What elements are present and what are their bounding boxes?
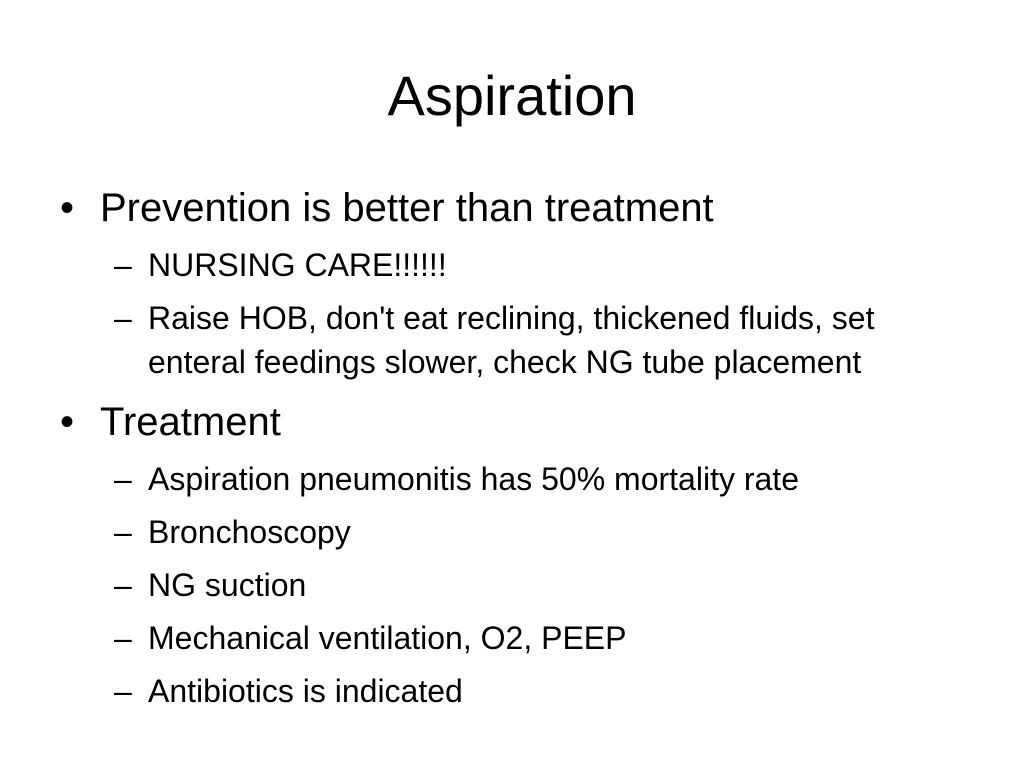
sub-bullet-text: NURSING CARE!!!!!!: [148, 247, 447, 283]
dash-marker: –: [114, 620, 132, 656]
dash-marker: –: [114, 514, 132, 550]
bullet-prevention: [60, 182, 960, 234]
sub-bullet-text: Mechanical ventilation, O2, PEEP: [148, 620, 627, 656]
sub-bullet-mechanical-ventilation: [60, 616, 960, 660]
sub-bullet-text: Antibiotics is indicated: [148, 673, 463, 709]
slide-title: Aspiration: [387, 64, 637, 127]
bullet-text: Treatment: [100, 400, 281, 444]
bullet-treatment: [60, 396, 960, 448]
bullet-marker: •: [60, 186, 75, 230]
sub-bullet-aspiration-pneumonitis: [60, 457, 960, 501]
sub-bullet-text: Aspiration pneumonitis has 50% mortality rate: [148, 461, 799, 497]
sub-bullet-bronchoscopy: [60, 510, 960, 554]
dash-marker: –: [114, 300, 132, 336]
bullet-text: Prevention is better than treatment: [100, 186, 714, 230]
dash-marker: –: [114, 673, 132, 709]
bullet-marker: •: [60, 400, 75, 444]
sub-bullet-ng-suction: [60, 563, 960, 607]
slide-content: [60, 182, 960, 713]
sub-bullet-text: Bronchoscopy: [148, 514, 351, 550]
dash-marker: –: [114, 247, 132, 283]
dash-marker: –: [114, 567, 132, 603]
sub-bullet-raise-hob: [60, 296, 960, 384]
sub-bullet-nursing-care: [60, 243, 960, 287]
dash-marker: –: [114, 461, 132, 497]
sub-bullet-text: Raise HOB, don't eat reclining, thickened fluids, set enteral feedings slower, check NG tube placement: [148, 300, 875, 380]
sub-bullet-text: NG suction: [148, 567, 307, 603]
sub-bullet-antibiotics: [60, 669, 960, 713]
